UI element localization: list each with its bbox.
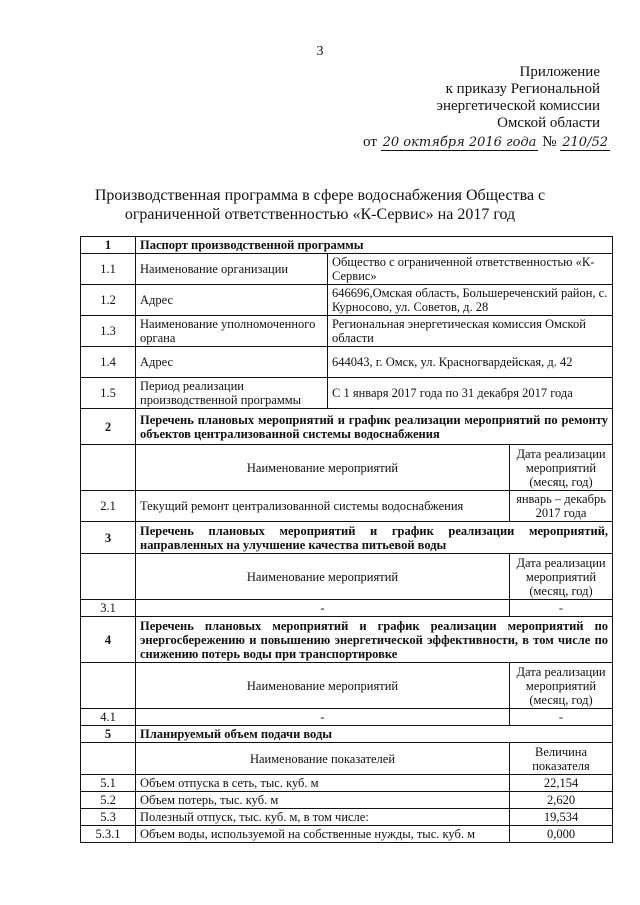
row-number: 2.1 [81,491,136,522]
section-heading: Перечень плановых мероприятий и график реализации мероприятий по ремонту объектов централизованной системы водоснабжения [136,409,613,445]
appendix-line: Приложение [519,64,600,80]
section-header-row [81,522,613,554]
order-number-handwritten: 210/52 [562,135,608,150]
table-row [81,826,613,843]
table-row [81,347,613,378]
row-label: Адрес [136,347,328,378]
section-heading: Паспорт производственной программы [136,237,613,254]
page-number: 3 [316,44,324,59]
appendix-line: энергетической комиссии [436,98,600,114]
empty-cell [81,445,136,491]
row-label: Наименование уполномоченного органа [136,316,328,347]
row-value: С 1 января 2017 года по 31 декабря 2017 года [328,378,613,409]
column-header-name: Наименование мероприятий [136,554,510,600]
row-date: январь – декабрь 2017 года [510,491,613,522]
table-row [81,285,613,316]
section-number: 4 [81,617,136,663]
column-header-row [81,554,613,600]
section-number: 3 [81,522,136,554]
section-header-row [81,617,613,663]
row-value: 644043, г. Омск, ул. Красногвардейская, д. 42 [328,347,613,378]
row-number: 1.3 [81,316,136,347]
column-header-row [81,445,613,491]
column-header-date: Дата реализации мероприятий (месяц, год) [510,554,613,600]
section-number: 2 [81,409,136,445]
column-header-value: Величина показателя [510,743,613,775]
section-number: 5 [81,726,136,743]
table-row [81,600,613,617]
row-number: 5.3.1 [81,826,136,843]
row-value: 646696,Омская область, Большереченский район, с. Курносово, ул. Советов, д. 28 [328,285,613,316]
column-header-date: Дата реализации мероприятий (месяц, год) [510,445,613,491]
row-value: Общество с ограниченной ответственностью «К-Сервис» [328,254,613,285]
order-prefix: от [363,134,377,150]
title-line: Производственная программа в сфере водоснабжения Общества с [94,187,546,204]
column-header-name: Наименование мероприятий [136,663,510,709]
row-name: Объем отпуска в сеть, тыс. куб. м [136,775,510,792]
column-header-date: Дата реализации мероприятий (месяц, год) [510,663,613,709]
row-label: Период реализации производственной программы [136,378,328,409]
order-reference [363,134,610,151]
table-row [81,378,613,409]
row-label: Наименование организации [136,254,328,285]
row-name: Полезный отпуск, тыс. куб. м, в том числе: [136,809,510,826]
table-row [81,775,613,792]
row-number: 5.1 [81,775,136,792]
row-name: Текущий ремонт централизованной системы водоснабжения [136,491,510,522]
section-heading: Перечень плановых мероприятий и график реализации мероприятий, направленных на улучшение качества питьевой воды [136,522,613,554]
title-line: ограниченной ответственностью «К-Сервис» на 2017 год [124,206,516,223]
column-header-name: Наименование показателей [136,743,510,775]
column-header-row [81,743,613,775]
order-number-prefix: № [542,134,557,150]
row-number: 5.2 [81,792,136,809]
order-date-handwritten: 20 октября 2016 года [382,135,537,150]
row-number: 4.1 [81,709,136,726]
section-header-row [81,726,613,743]
row-name: Объем потерь, тыс. куб. м [136,792,510,809]
row-name: Объем воды, используемой на собственные нужды, тыс. куб. м [136,826,510,843]
row-value: 0,000 [510,826,613,843]
row-number: 1.1 [81,254,136,285]
empty-cell [81,743,136,775]
table-row [81,254,613,285]
appendix-line: к приказу Региональной [445,81,600,97]
row-number: 1.2 [81,285,136,316]
row-number: 1.4 [81,347,136,378]
row-number: 3.1 [81,600,136,617]
appendix-line: Омской области [497,115,600,131]
section-number: 1 [81,237,136,254]
table-row [81,809,613,826]
column-header-row [81,663,613,709]
table-row [81,709,613,726]
row-name: - [136,709,510,726]
production-program-table [80,236,613,843]
section-heading: Перечень плановых мероприятий и график реализации мероприятий по энергосбережению и повышению энергетической эффективности, в том числе по снижению потерь воды при транспортировке [136,617,613,663]
appendix-header [437,64,600,132]
row-date: - [510,600,613,617]
section-header-row [81,237,613,254]
table-row [81,792,613,809]
section-heading: Планируемый объем подачи воды [136,726,613,743]
table-row [81,316,613,347]
column-header-name: Наименование мероприятий [136,445,510,491]
table-row [81,491,613,522]
row-label: Адрес [136,285,328,316]
row-value: 19,534 [510,809,613,826]
row-number: 5.3 [81,809,136,826]
empty-cell [81,554,136,600]
row-value: 2,620 [510,792,613,809]
empty-cell [81,663,136,709]
row-value: Региональная энергетическая комиссия Омской области [328,316,613,347]
row-name: - [136,600,510,617]
document-title [60,186,580,224]
row-value: 22,154 [510,775,613,792]
section-header-row [81,409,613,445]
row-date: - [510,709,613,726]
row-number: 1.5 [81,378,136,409]
